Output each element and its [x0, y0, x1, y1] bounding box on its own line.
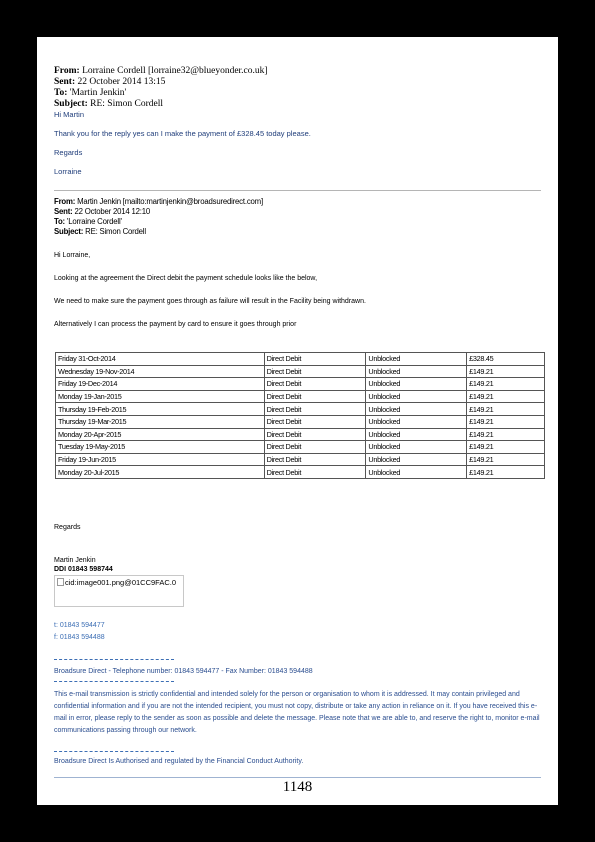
payment-date-cell: Wednesday 19-Nov-2014 — [56, 365, 265, 378]
signature-telephone: t: 01843 594477 — [54, 622, 105, 629]
payment-date-cell: Friday 19-Jun-2015 — [56, 453, 265, 466]
payment-date-cell: Monday 20-Apr-2015 — [56, 428, 265, 441]
email1-to — [54, 88, 126, 99]
payment-method-cell: Direct Debit — [264, 453, 366, 466]
dashed-divider — [54, 659, 174, 660]
email1-from — [54, 66, 268, 77]
status-cell: Unblocked — [366, 453, 467, 466]
payment-method-cell: Direct Debit — [264, 403, 366, 416]
payment-date-cell: Thursday 19-Mar-2015 — [56, 415, 265, 428]
table-row — [56, 353, 545, 366]
email1-body: Thank you for the reply yes can I make the payment of £328.45 today please. — [54, 129, 311, 138]
payment-method-cell: Direct Debit — [264, 378, 366, 391]
broken-image-placeholder — [54, 575, 184, 607]
payment-date-cell: Tuesday 19-May-2015 — [56, 441, 265, 454]
email2-sent — [54, 207, 150, 217]
sent-value: 22 October 2014 12:10 — [74, 207, 151, 216]
status-cell: Unblocked — [366, 403, 467, 416]
to-value: 'Lorraine Cordell' — [66, 217, 122, 226]
table-row — [56, 453, 545, 466]
table-row — [56, 365, 545, 378]
status-cell: Unblocked — [366, 466, 467, 479]
divider — [54, 190, 541, 191]
signature-ddi: DDI 01843 598744 — [54, 566, 113, 573]
payment-method-cell: Direct Debit — [264, 415, 366, 428]
email2-para1: Looking at the agreement the Direct debit the payment schedule looks like the below, — [54, 275, 318, 282]
company-contact-line: Broadsure Direct - Telephone number: 01843 594477 - Fax Number: 01843 594488 — [54, 668, 313, 675]
page-number: 1148 — [282, 779, 313, 795]
table-row — [56, 466, 545, 479]
amount-cell: £149.21 — [467, 466, 545, 479]
table-row — [56, 403, 545, 416]
footer-divider — [54, 777, 541, 778]
to-value: 'Martin Jenkin' — [69, 88, 127, 98]
payment-date-cell: Monday 20-Jul-2015 — [56, 466, 265, 479]
email2-greeting: Hi Lorraine, — [54, 252, 91, 259]
table-row — [56, 428, 545, 441]
dashed-divider — [54, 681, 174, 682]
confidentiality-disclaimer: This e-mail transmission is strictly confidential and intended solely for the person or organisation to whom it is addressed. It may contain privileged and confidential information and if you are not the intended recipient, you must not copy, distribute or take any action in reliance on it. If you have received this e-mail in error, please reply to the sender as soon as possible and delete the message. Please note that we are able to, and reserve the right to, monitor e-mail communications passing through our network. — [54, 691, 540, 734]
subject-label: Subject: — [54, 99, 88, 109]
image-alt-text: cid:image001.png@01CC9FAC.0 — [65, 578, 177, 587]
table-row — [56, 390, 545, 403]
table-row — [56, 378, 545, 391]
broken-image-icon — [57, 578, 64, 586]
sent-label: Sent: — [54, 207, 73, 216]
status-cell: Unblocked — [366, 365, 467, 378]
email2-subject — [54, 227, 146, 237]
email1-regards: Regards — [54, 148, 83, 157]
dashed-divider — [54, 751, 174, 752]
amount-cell: £149.21 — [467, 441, 545, 454]
payment-schedule-table — [55, 352, 545, 479]
amount-cell: £149.21 — [467, 403, 545, 416]
email2-para2: We need to make sure the payment goes through as failure will result in the Facility being withdrawn. — [54, 298, 366, 305]
status-cell: Unblocked — [366, 415, 467, 428]
amount-cell: £149.21 — [467, 378, 545, 391]
email1-subject — [54, 99, 163, 110]
payment-method-cell: Direct Debit — [264, 353, 366, 366]
payment-date-cell: Friday 19-Dec-2014 — [56, 378, 265, 391]
status-cell: Unblocked — [366, 441, 467, 454]
regulation-notice: Broadsure Direct Is Authorised and regulated by the Financial Conduct Authority. — [54, 758, 304, 765]
amount-cell: £149.21 — [467, 415, 545, 428]
status-cell: Unblocked — [366, 378, 467, 391]
from-value: Martin Jenkin [mailto:martinjenkin@broadsuredirect.com] — [77, 197, 263, 206]
email2-from — [54, 197, 263, 207]
status-cell: Unblocked — [366, 390, 467, 403]
payment-method-cell: Direct Debit — [264, 390, 366, 403]
signature-regards: Regards — [54, 524, 81, 531]
table-row — [56, 415, 545, 428]
from-value: Lorraine Cordell [lorraine32@blueyonder.co.uk] — [82, 66, 268, 76]
email2-to — [54, 217, 122, 227]
payment-method-cell: Direct Debit — [264, 365, 366, 378]
sent-value: 22 October 2014 13:15 — [77, 77, 166, 87]
amount-cell: £149.21 — [467, 453, 545, 466]
amount-cell: £149.21 — [467, 390, 545, 403]
email1-greeting: Hi Martin — [54, 110, 85, 119]
subject-value: RE: Simon Cordell — [90, 99, 163, 109]
sent-label: Sent: — [54, 77, 76, 87]
status-cell: Unblocked — [366, 353, 467, 366]
payment-method-cell: Direct Debit — [264, 441, 366, 454]
payment-date-cell: Thursday 19-Feb-2015 — [56, 403, 265, 416]
to-label: To: — [54, 88, 68, 98]
amount-cell: £149.21 — [467, 428, 545, 441]
subject-value: RE: Simon Cordell — [85, 227, 146, 236]
email1-sent — [54, 77, 165, 88]
amount-cell: £328.45 — [467, 353, 545, 366]
payment-method-cell: Direct Debit — [264, 428, 366, 441]
from-label: From: — [54, 197, 76, 206]
signature-name: Martin Jenkin — [54, 557, 96, 564]
document-page — [37, 37, 558, 805]
table-row — [56, 441, 545, 454]
subject-label: Subject: — [54, 227, 84, 236]
signature-fax: f: 01843 594488 — [54, 634, 105, 641]
from-label: From: — [54, 66, 80, 76]
email1-signoff: Lorraine — [54, 167, 82, 176]
amount-cell: £149.21 — [467, 365, 545, 378]
to-label: To: — [54, 217, 65, 226]
email2-para3: Alternatively I can process the payment by card to ensure it goes through prior — [54, 321, 297, 328]
payment-date-cell: Monday 19-Jan-2015 — [56, 390, 265, 403]
status-cell: Unblocked — [366, 428, 467, 441]
payment-method-cell: Direct Debit — [264, 466, 366, 479]
payment-date-cell: Friday 31-Oct-2014 — [56, 353, 265, 366]
